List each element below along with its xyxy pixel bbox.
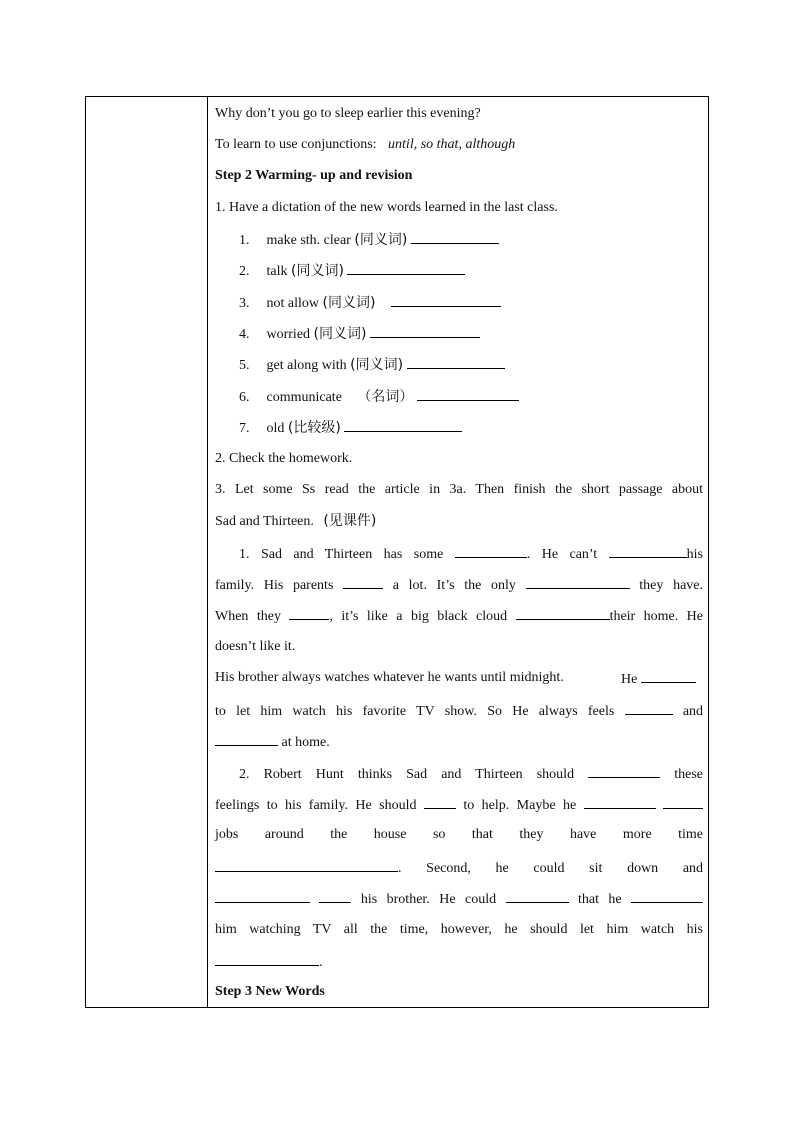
passage2-line-f: him watching TV all the time, however, he should let him watch his <box>215 922 703 937</box>
passage-text: family. <box>215 578 255 593</box>
passage-text: His brother always watches whatever he wants until midnight. <box>215 670 564 685</box>
passage-blank[interactable] <box>319 888 351 903</box>
passage2-line-d <box>215 857 703 877</box>
passage-blank[interactable] <box>215 731 278 746</box>
answer-blank[interactable] <box>407 354 505 369</box>
passage-word: have <box>569 827 597 842</box>
word-number: 3. <box>239 296 250 311</box>
lesson-table <box>85 96 709 1008</box>
passage-text: a lot. <box>392 578 427 593</box>
passage-blank[interactable] <box>215 857 398 872</box>
passage-blank[interactable] <box>641 668 696 683</box>
word-item-6 <box>239 386 727 406</box>
passage-blank[interactable] <box>584 794 656 809</box>
answer-blank[interactable] <box>391 292 501 307</box>
word-text: not allow <box>266 296 319 311</box>
passage-text: 1. Sad and Thirteen has some <box>239 547 444 562</box>
passage-word: time <box>678 827 704 842</box>
passage-blank[interactable] <box>215 888 310 903</box>
passage-blank[interactable] <box>424 794 456 809</box>
passage-text: . <box>319 955 323 970</box>
word-hint: (同义词) <box>313 326 367 342</box>
step2-item3-line2 <box>215 511 703 531</box>
passage-text: Maybe he <box>516 798 577 813</box>
passage-word: down <box>627 861 659 876</box>
word-text: worried <box>266 327 311 342</box>
word-item-1 <box>239 229 727 249</box>
passage-text: their home. He <box>609 609 704 624</box>
passage-word: could <box>533 861 565 876</box>
word-number: 7. <box>239 421 250 436</box>
item3-text: Sad and Thirteen. <box>215 514 314 529</box>
passage-text: to help. <box>463 798 510 813</box>
passage-word: the <box>330 827 348 842</box>
word-hint: （名词） <box>357 389 414 405</box>
word-number: 5. <box>239 358 250 373</box>
step2-item3-line1: 3. Let some Ss read the article in 3a. Then finish the short passage about <box>215 482 703 497</box>
passage1-line-e <box>215 668 703 688</box>
passage-text: When they <box>215 609 281 624</box>
passage-text: and <box>682 704 704 719</box>
step2-item2: 2. Check the homework. <box>215 451 353 466</box>
passage-blank[interactable] <box>625 700 673 715</box>
word-item-3 <box>239 292 727 312</box>
step2-item1: 1. Have a dictation of the new words learned in the last class. <box>215 200 558 215</box>
passage-text: to let him watch his favorite TV show. <box>215 704 477 719</box>
passage-word: Second, <box>426 861 471 876</box>
passage1-line-g <box>215 731 703 751</box>
passage-word: around <box>264 827 304 842</box>
passage-tail <box>621 668 696 690</box>
passage-blank[interactable] <box>455 543 527 558</box>
passage-text: His parents <box>263 578 334 593</box>
word-item-5 <box>239 354 727 374</box>
passage-word: and <box>682 861 704 876</box>
word-number: 1. <box>239 233 250 248</box>
passage2-line-a <box>239 763 703 783</box>
word-hint: (比较级) <box>287 420 341 436</box>
passage-blank[interactable] <box>516 605 610 620</box>
word-item-7 <box>239 417 727 437</box>
passage-blank[interactable] <box>215 951 319 966</box>
passage-text: his brother. <box>360 892 430 907</box>
passage-text: So He always feels <box>487 704 615 719</box>
answer-blank[interactable] <box>347 260 465 275</box>
passage-blank[interactable] <box>663 794 703 809</box>
step3-title: Step 3 New Words <box>215 984 325 999</box>
passage2-line-b <box>215 794 703 814</box>
passage-blank[interactable] <box>343 574 383 589</box>
word-hint: (同义词) <box>291 263 344 279</box>
conjunctions-list: until, so that, although <box>388 137 516 152</box>
passage-text: 2. Robert Hunt thinks Sad and Thirteen should <box>239 767 575 782</box>
word-text: communicate <box>266 390 342 405</box>
passage2-line-g <box>215 951 703 971</box>
answer-blank[interactable] <box>417 386 519 401</box>
passage-text: his <box>686 547 703 562</box>
word-text: make sth. clear <box>266 233 351 248</box>
passage-word: that <box>471 827 493 842</box>
passage-text: . <box>398 861 402 876</box>
intro-question: Why don’t you go to sleep earlier this evening? <box>215 106 481 121</box>
passage1-line-c <box>215 605 703 625</box>
passage2-line-c <box>215 825 703 845</box>
answer-blank[interactable] <box>411 229 499 244</box>
passage-text: at home. <box>281 735 330 750</box>
conjunctions-lead: To learn to use conjunctions: <box>215 137 377 152</box>
passage-blank[interactable] <box>588 763 660 778</box>
passage-word: he <box>495 861 509 876</box>
word-text: get along with <box>266 358 347 373</box>
passage-text: He <box>621 672 638 687</box>
passage1-line-a <box>239 543 703 563</box>
intro-conjunctions <box>215 135 703 155</box>
passage-text: they have. <box>639 578 703 593</box>
passage1-line-d: doesn’t like it. <box>215 639 296 654</box>
passage-text: feelings to his family. <box>215 798 348 813</box>
word-item-2 <box>239 260 727 280</box>
word-number: 4. <box>239 327 250 342</box>
passage-text: . He can’t <box>526 547 598 562</box>
passage-blank[interactable] <box>526 574 630 589</box>
passage-blank[interactable] <box>289 605 329 620</box>
word-hint: (同义词) <box>322 295 376 311</box>
passage-text: It’s the only <box>436 578 516 593</box>
passage1-line-f <box>215 700 703 720</box>
item3-note: (见课件) <box>323 513 377 529</box>
step2-title: Step 2 Warming- up and revision <box>215 168 413 183</box>
passage-word: so <box>432 827 446 842</box>
passage-word: they <box>519 827 544 842</box>
passage-word: more <box>622 827 652 842</box>
passage1-line-b <box>215 574 703 594</box>
word-number: 6. <box>239 390 250 405</box>
passage-blank[interactable] <box>631 888 703 903</box>
passage-text: He could <box>439 892 497 907</box>
passage2-line-e <box>215 888 703 908</box>
word-item-4 <box>239 323 727 343</box>
passage-word: house <box>373 827 407 842</box>
passage-word: sit <box>589 861 603 876</box>
answer-blank[interactable] <box>370 323 480 338</box>
word-hint: (同义词) <box>350 357 404 373</box>
passage-text: these <box>674 767 703 782</box>
word-text: old <box>266 421 285 436</box>
word-number: 2. <box>239 264 250 279</box>
word-text: talk <box>266 264 288 279</box>
passage-text: He should <box>355 798 417 813</box>
passage-text: , it’s like a big black cloud <box>329 609 508 624</box>
passage-blank[interactable] <box>506 888 569 903</box>
column-divider <box>207 97 208 1007</box>
passage-text: that he <box>577 892 622 907</box>
passage-blank[interactable] <box>609 543 687 558</box>
passage-word: jobs <box>215 827 239 842</box>
answer-blank[interactable] <box>344 417 462 432</box>
word-hint: (同义词) <box>354 232 408 248</box>
